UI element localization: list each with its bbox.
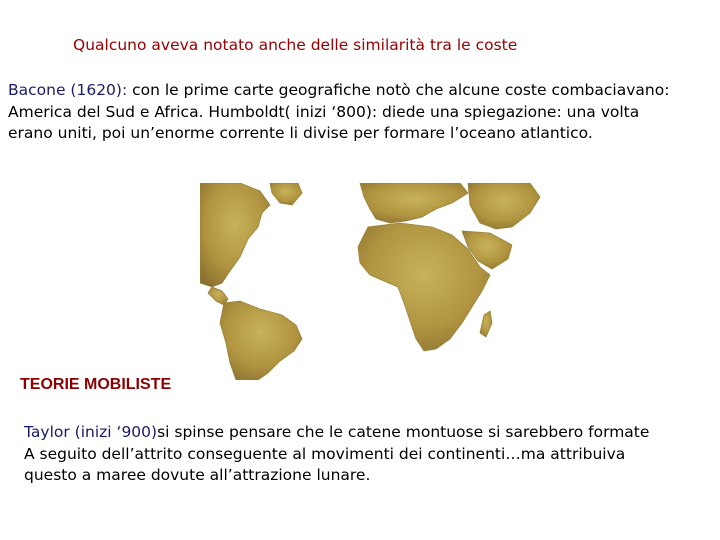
intro-paragraph <box>8 80 718 145</box>
taylor-line-1: si spinse pensare che le catene montuose si sarebbero formate <box>157 423 650 441</box>
intro-line-1: con le prime carte geografiche notò che alcune coste combaciavano: <box>127 81 670 99</box>
madagascar-shape <box>480 311 492 337</box>
slide-title: Qualcuno aveva notato anche delle similarità tra le coste <box>73 36 518 54</box>
world-map-image <box>200 183 720 380</box>
section-heading: TEORIE MOBILISTE <box>20 376 172 393</box>
intro-line-3: erano uniti, poi un’enorme corrente li divise per formare l’oceano atlantico. <box>8 124 593 142</box>
europe-shape <box>360 183 468 223</box>
taylor-label: Taylor (inizi ‘900) <box>24 423 158 441</box>
greenland-shape <box>270 183 302 205</box>
taylor-line-3: questo a maree dovute all’attrazione lunare. <box>24 466 371 484</box>
taylor-line-2: A seguito dell’attrito conseguente al movimenti dei continenti…ma attribuiva <box>24 444 626 463</box>
north-america-shape <box>200 183 270 287</box>
asia-shape <box>468 183 540 229</box>
south-america-shape <box>220 301 302 380</box>
intro-line-2: America del Sud e Africa. Humboldt( inizi ‘800): diede una spiegazione: una volta <box>8 102 640 121</box>
central-america-shape <box>208 287 228 305</box>
taylor-paragraph <box>24 422 716 487</box>
bacone-label: Bacone (1620): <box>8 81 128 99</box>
world-map-icon <box>200 183 720 380</box>
